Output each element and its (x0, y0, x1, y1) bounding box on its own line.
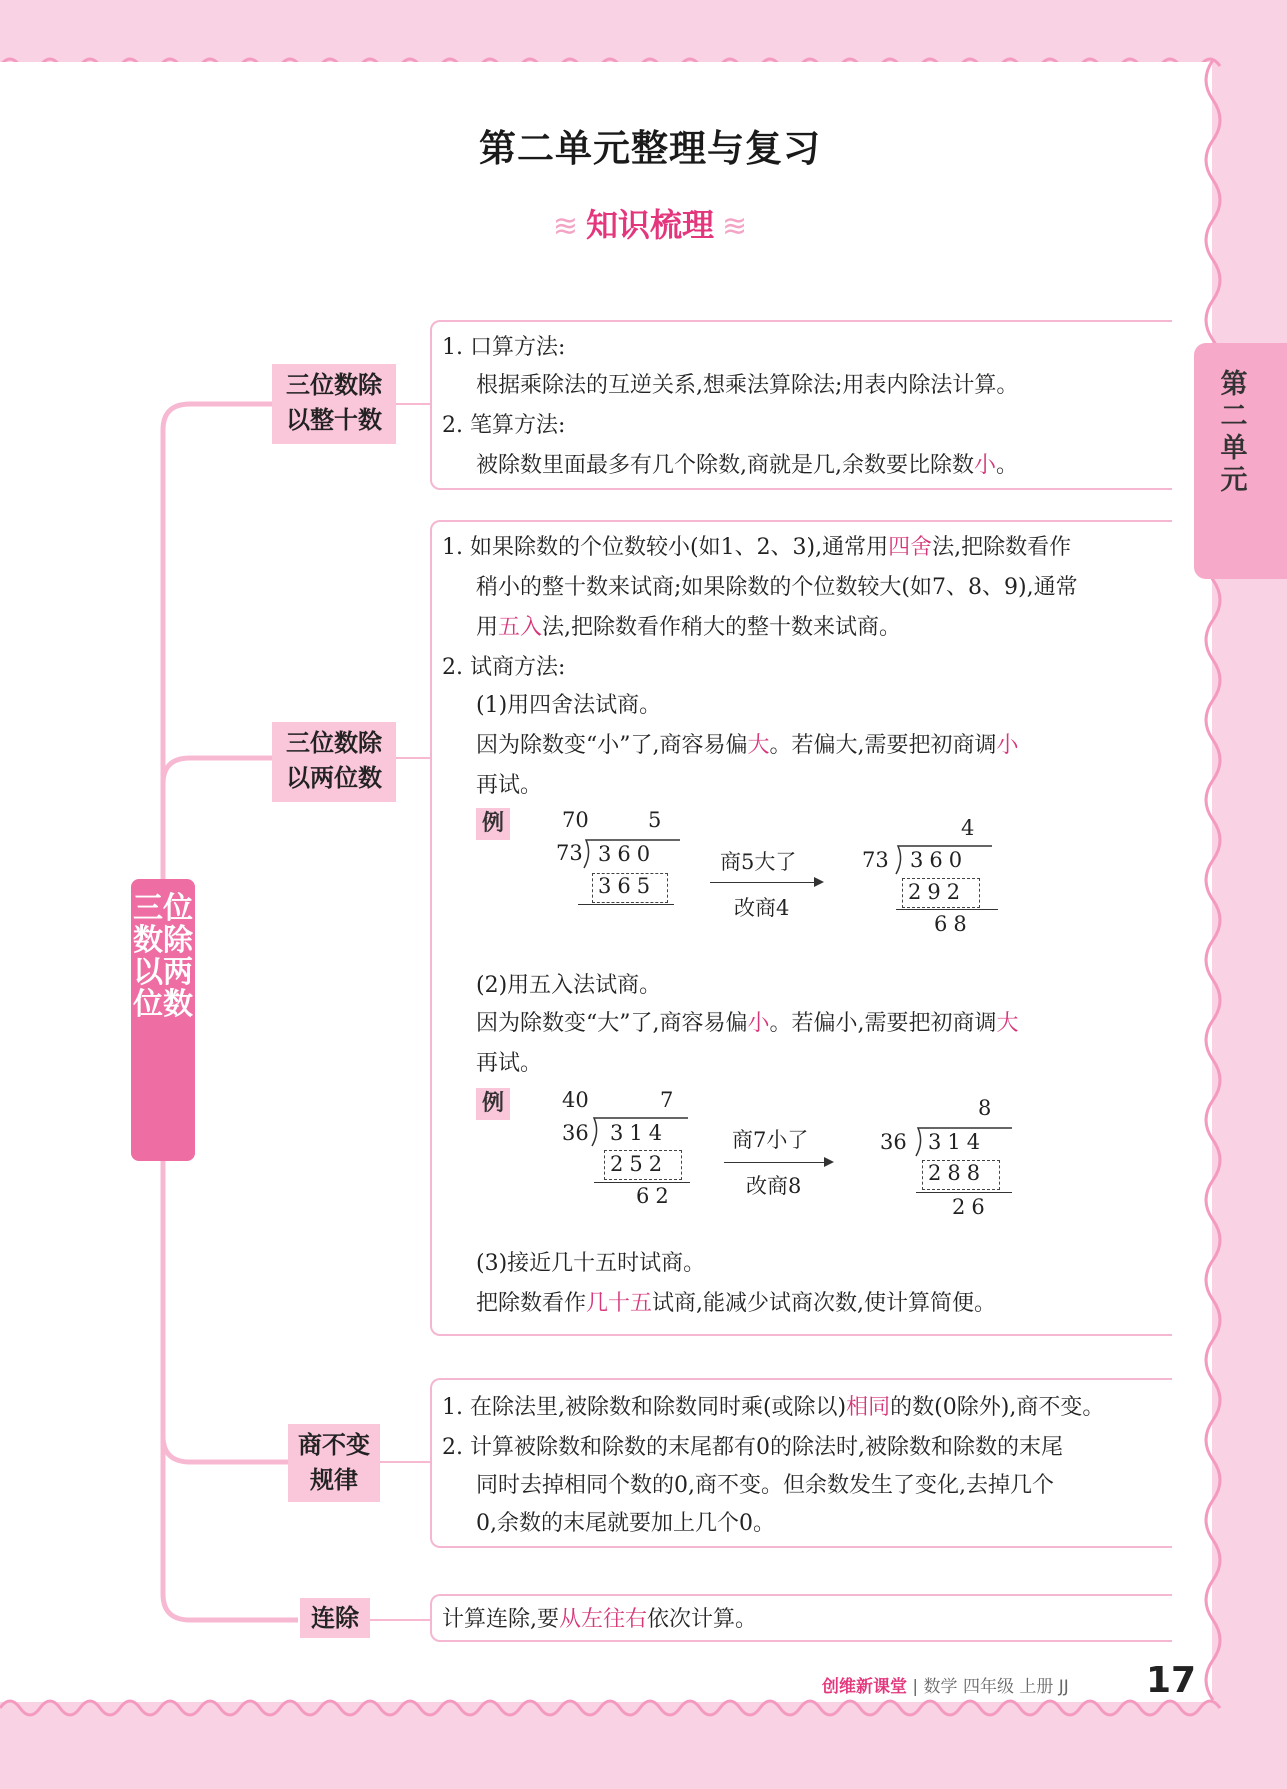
arrow-note-bottom: 改商4 (734, 896, 790, 920)
subtraction-line (578, 904, 674, 905)
first-quotient: 7 (660, 1088, 680, 1112)
text-line: (3)接近几十五时试商。 (476, 1251, 706, 1276)
text-line: 0,余数的末尾就要加上几个0。 (476, 1511, 775, 1536)
final-quotient: 4 (961, 816, 981, 840)
remainder: 26 (952, 1195, 991, 1219)
branch-label-divide-by-tens (272, 364, 396, 444)
branch-label-line: 商不变 (298, 1431, 370, 1459)
unit-side-tab-label: 第二单元 (1220, 369, 1248, 496)
final-divisor: 73 (862, 848, 889, 872)
footer-brand: 创维新课堂 (822, 1677, 907, 1697)
branch-label-line: 三位数除 (286, 371, 382, 399)
branch-label-line: 以两位数 (286, 764, 382, 792)
text-line: 把除数看作几十五试商,能减少试商次数,使计算简便。 (476, 1291, 997, 1316)
footer-grade: 四年级 (962, 1677, 1014, 1697)
right-arrow-icon (724, 1162, 832, 1163)
text-line: 1. 如果除数的个位数较小(如1、2、3),通常用四舍法,把除数看作 (442, 535, 1072, 560)
text-line: 1. 口算方法: (442, 335, 566, 360)
example-tag: 例 (476, 1088, 510, 1120)
footer (822, 1672, 1069, 1697)
text-line: 用五入法,把除数看作稍大的整十数来试商。 (476, 615, 902, 640)
arrow-note-top: 商5大了 (720, 850, 797, 874)
subtraction-line (916, 1192, 1012, 1193)
footer-edition: JJ (1058, 1677, 1069, 1697)
subtraction-line (896, 909, 998, 910)
dividend: 314 (610, 1121, 669, 1145)
branch-label-line: 以整十数 (286, 406, 382, 434)
text-line: 根据乘除法的互逆关系,想乘法算除法;用表内除法计算。 (476, 373, 1019, 398)
branch-label-line: 规律 (310, 1466, 358, 1494)
mindmap-root: 三位数除以两位数 (131, 879, 195, 1161)
remainder: 68 (934, 912, 973, 936)
content-box-divide-by-two-digit (430, 520, 1172, 1336)
right-arrow-icon (710, 882, 822, 883)
first-product: 252 (610, 1152, 669, 1176)
arrow-note-bottom: 改商8 (746, 1174, 802, 1198)
page-title: 第二单元整理与复习 (479, 127, 821, 170)
final-quotient: 8 (978, 1096, 998, 1120)
footer-subject: 数学 (923, 1677, 958, 1697)
dividend: 360 (598, 842, 657, 866)
divisor: 36 (562, 1121, 589, 1145)
wave-deco-left-icon: ≋ (552, 209, 578, 244)
first-quotient: 5 (648, 808, 668, 832)
text-line: 再试。 (476, 773, 543, 798)
text-line: (2)用五入法试商。 (476, 973, 662, 998)
final-dividend: 360 (910, 848, 969, 872)
text-line: 2. 计算被除数和除数的末尾都有0的除法时,被除数和除数的末尾 (442, 1435, 1063, 1460)
text-line: 同时去掉相同个数的0,商不变。但余数发生了变化,去掉几个 (476, 1473, 1054, 1498)
branch-label-consecutive-division: 连除 (300, 1598, 370, 1638)
final-dividend: 314 (928, 1130, 987, 1154)
first-remainder: 62 (636, 1184, 675, 1208)
section-heading-text: 知识梳理 (585, 206, 714, 244)
branch-label-divide-by-two-digit (272, 722, 396, 802)
text-line: 再试。 (476, 1051, 543, 1076)
text-line: 1. 在除法里,被除数和除数同时乘(或除以)相同的数(0除外),商不变。 (442, 1395, 1105, 1420)
branch-label-line: 三位数除 (286, 729, 382, 757)
footer-term: 上册 (1019, 1677, 1054, 1697)
example-tag: 例 (476, 808, 510, 840)
divisor: 73 (556, 841, 583, 865)
estimated-divisor: 40 (562, 1088, 589, 1112)
final-product: 288 (928, 1161, 987, 1185)
subtraction-line (594, 1182, 690, 1183)
text-line: 被除数里面最多有几个除数,商就是几,余数要比除数小。 (476, 453, 1019, 478)
final-divisor: 36 (880, 1130, 907, 1154)
wave-deco-right-icon: ≋ (722, 209, 748, 244)
text-line: 稍小的整十数来试商;如果除数的个位数较大(如7、8、9),通常 (476, 575, 1078, 600)
arrow-note-top: 商7小了 (732, 1128, 809, 1152)
estimated-divisor: 70 (562, 808, 589, 832)
final-product: 292 (908, 880, 967, 904)
text-line: 因为除数变“小”了,商容易偏大。若偏大,需要把初商调小 (476, 733, 1019, 758)
text-line: 因为除数变“大”了,商容易偏小。若偏小,需要把初商调大 (476, 1011, 1019, 1036)
branch-label-quotient-invariance (288, 1424, 380, 1502)
text-line: 2. 试商方法: (442, 655, 566, 680)
first-product: 365 (598, 874, 657, 898)
text-line: 2. 笔算方法: (442, 413, 566, 438)
page-number: 17 (1146, 1660, 1197, 1701)
footer-separator: | (912, 1677, 919, 1697)
text-line: (1)用四舍法试商。 (476, 693, 662, 718)
text-line: 计算连除,要从左往右依次计算。 (442, 1607, 758, 1632)
